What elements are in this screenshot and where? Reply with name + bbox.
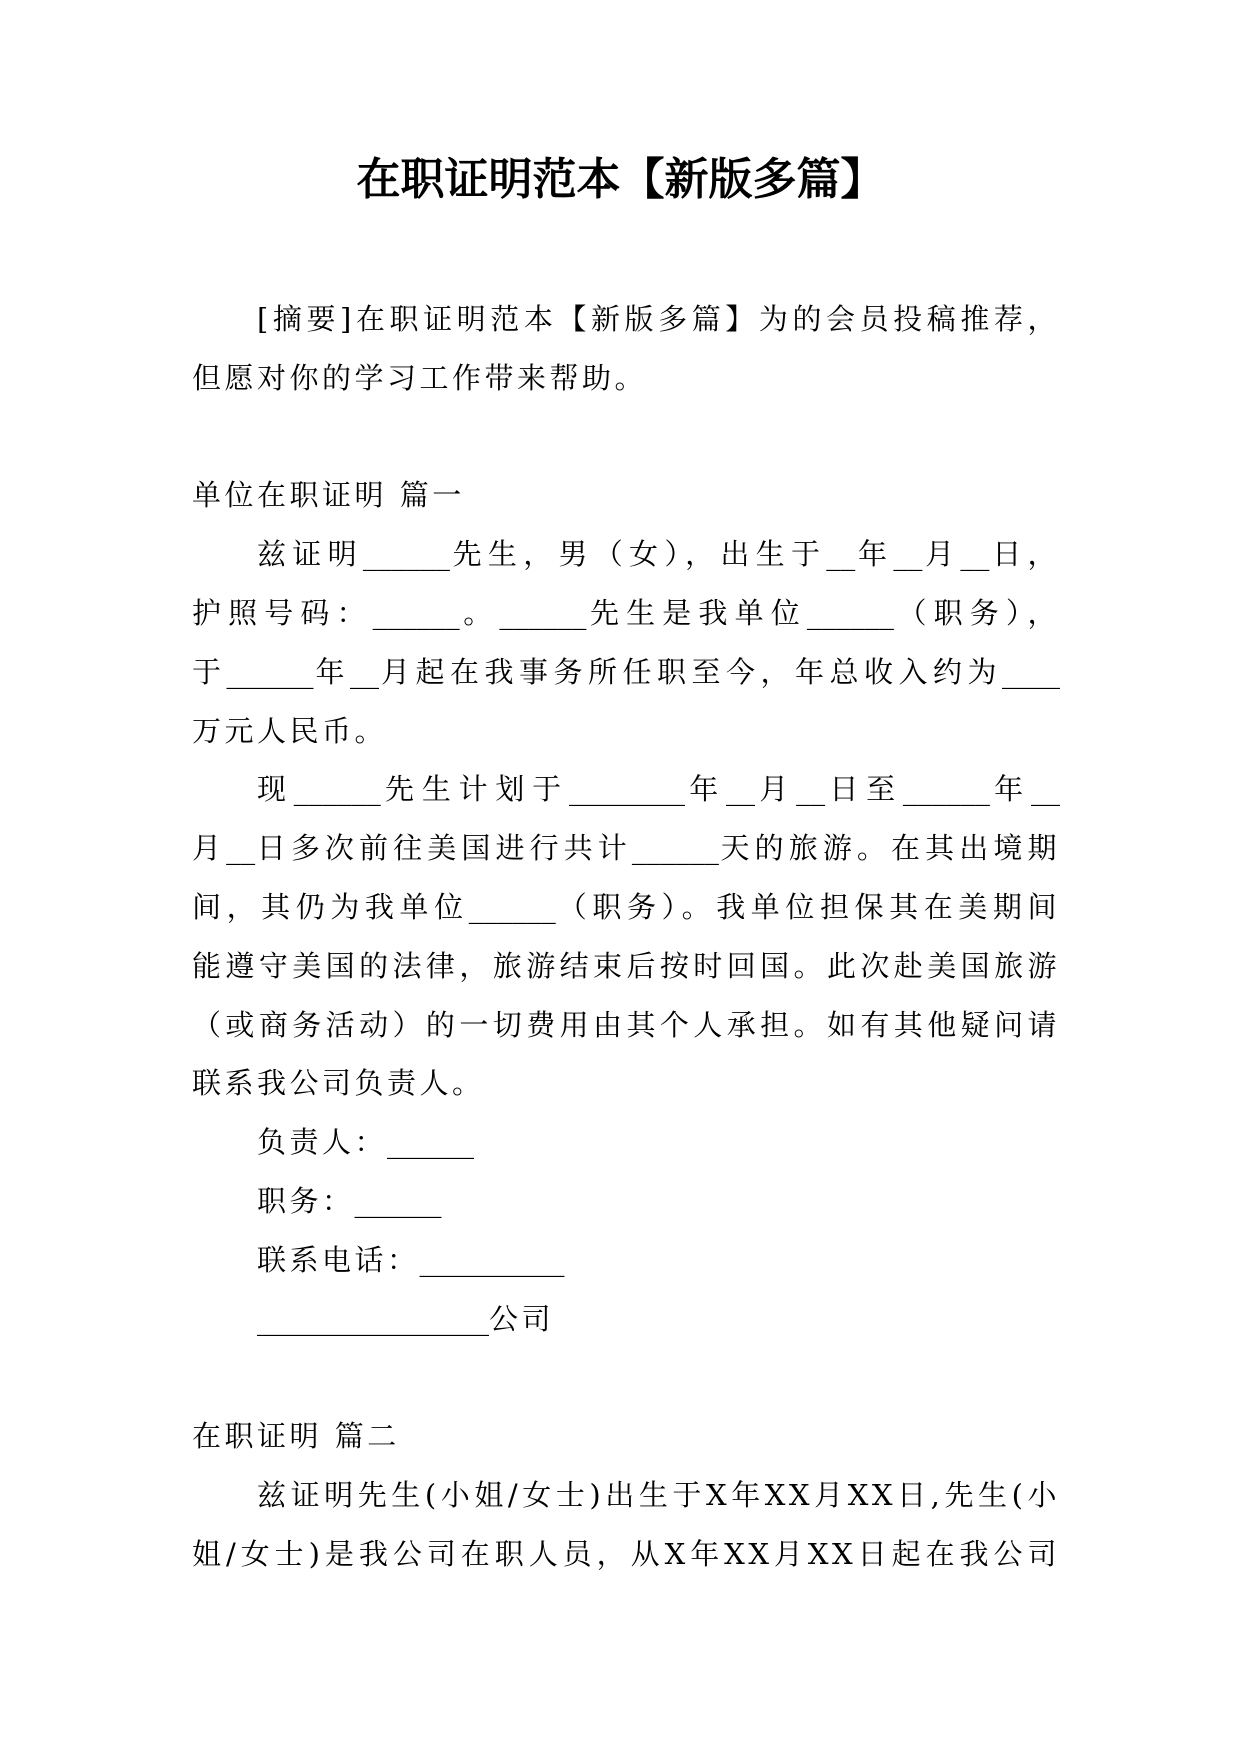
- blank-field: __: [226, 831, 256, 866]
- document-body: [192, 290, 1060, 1584]
- blank-field: ________: [568, 772, 685, 807]
- blank-field: ______: [226, 654, 314, 689]
- paragraph-line: 兹证明______先生，男（女），出生于__年__月__日，: [257, 537, 1060, 572]
- section-heading: 单位在职证明 篇一: [192, 478, 465, 513]
- blank-field: ______: [902, 772, 990, 807]
- document-title: 在职证明范本【新版多篇】: [356, 154, 885, 205]
- blank-field: __: [796, 772, 826, 807]
- paragraph-line: 月__日多次前往美国进行共计______天的旅游。在其出境期: [192, 831, 1060, 866]
- abstract-line: [摘要]在职证明范本【新版多篇】为的会员投稿推荐，: [257, 302, 1060, 336]
- blank-field: ______: [806, 595, 894, 630]
- blank-field: ______: [631, 831, 719, 866]
- blank-field: __: [726, 772, 755, 807]
- blank-field: __: [960, 537, 990, 572]
- blank-field: __: [350, 654, 379, 689]
- paragraph-line: 于______年__月起在我事务所任职至今，年总收入约为____: [192, 654, 1060, 689]
- paragraph-line: 现______先生计划于________年__月__日至______年__: [257, 772, 1060, 807]
- blank-field: ______: [354, 1183, 442, 1218]
- blank-field: __: [826, 537, 856, 572]
- section-heading: 在职证明 篇二: [192, 1419, 400, 1454]
- signature-line: 联系电话：__________: [257, 1242, 565, 1277]
- blank-field: __________: [419, 1242, 565, 1277]
- paragraph-line: 联系我公司负责人。: [192, 1066, 485, 1101]
- blank-field: ______: [468, 889, 556, 924]
- signature-line: ________________公司: [257, 1301, 555, 1336]
- blank-field: __: [1030, 772, 1060, 807]
- blank-field: ______: [372, 595, 460, 630]
- paragraph-line: 能遵守美国的法律，旅游结束后按时回国。此次赴美国旅游: [192, 948, 1060, 983]
- paragraph-line: （或商务活动）的一切费用由其个人承担。如有其他疑问请: [192, 1007, 1060, 1042]
- paragraph-line: 姐/女士)是我公司在职人员，从X年XX月XX日起在我公司: [192, 1536, 1060, 1571]
- blank-field: ____: [1001, 654, 1060, 689]
- paragraph-line: 护照号码：______。______先生是我单位______（职务），: [192, 595, 1060, 630]
- blank-field: ______: [362, 537, 450, 572]
- blank-field: ______: [387, 1125, 475, 1160]
- blank-field: ________________: [257, 1301, 489, 1336]
- blank-field: ______: [499, 595, 587, 630]
- blank-field: ______: [293, 772, 381, 807]
- signature-line: 职务：______: [257, 1183, 442, 1218]
- paragraph-line: 间，其仍为我单位______（职务）。我单位担保其在美期间: [192, 889, 1060, 924]
- signature-line: 负责人：______: [257, 1125, 475, 1160]
- abstract-line: 但愿对你的学习工作带来帮助。: [192, 360, 648, 395]
- paragraph-line: 兹证明先生(小姐/女士)出生于X年XX月XX日,先生(小: [257, 1477, 1060, 1512]
- paragraph-line: 万元人民币。: [192, 713, 388, 748]
- blank-field: __: [893, 537, 923, 572]
